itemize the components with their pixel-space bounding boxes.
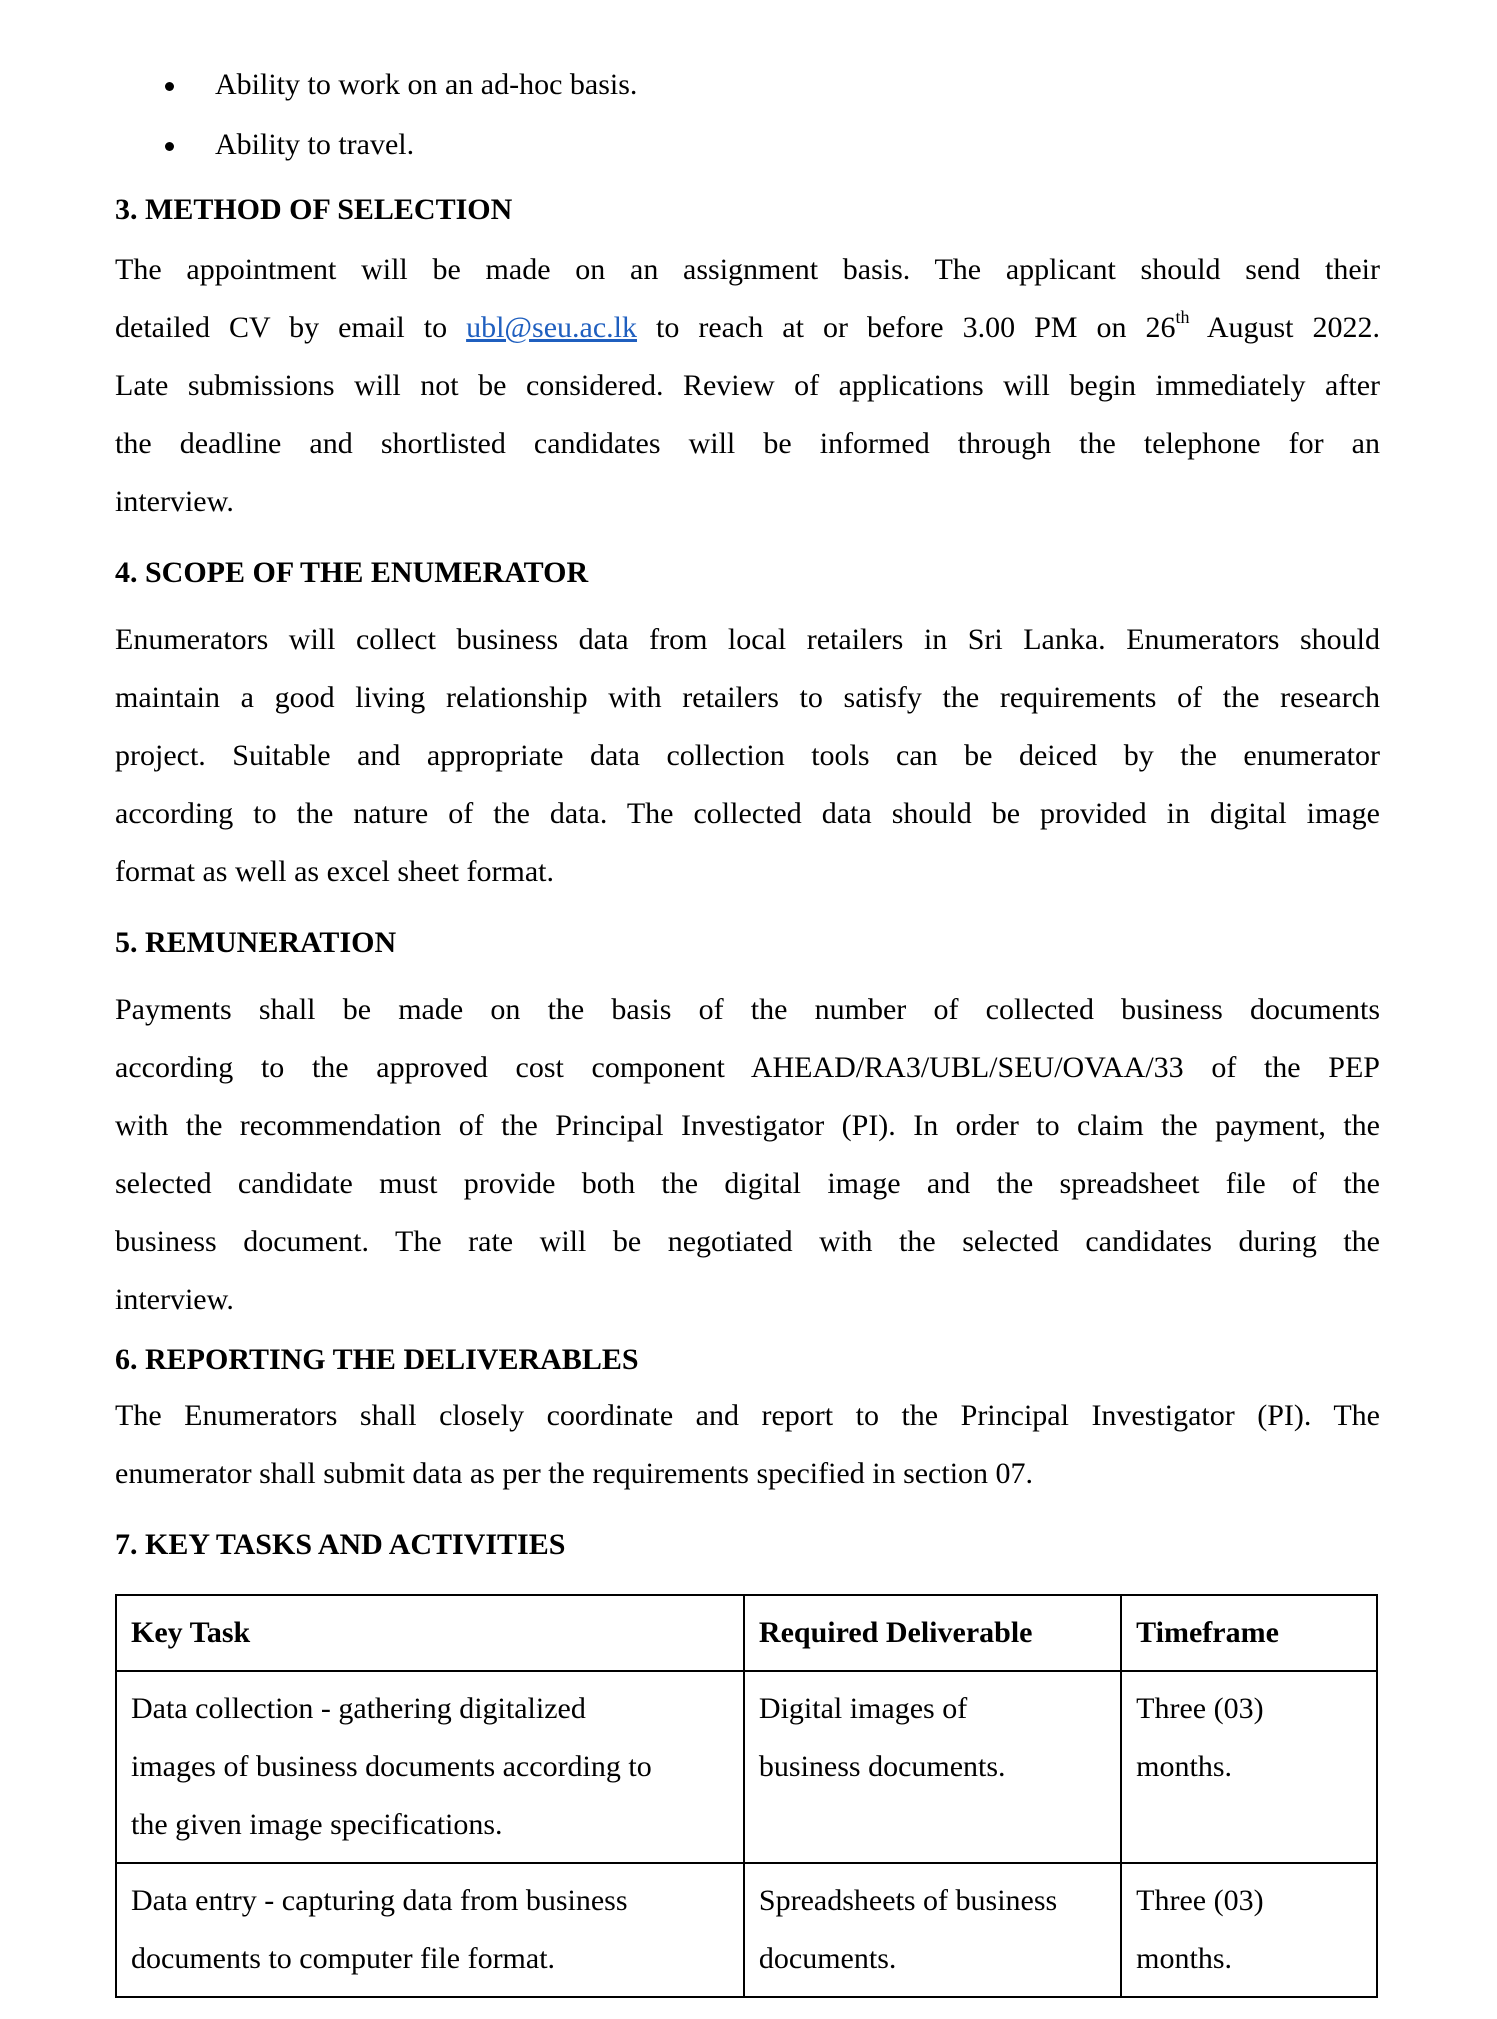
cell-key-task [116, 1671, 744, 1863]
paragraph-line: according to the nature of the data. The collected data should be provided in digital image [115, 797, 1380, 830]
cell-key-task [116, 1863, 744, 1997]
cell-timeframe [1121, 1863, 1377, 1997]
email-link[interactable]: ubl@seu.ac.lk [466, 311, 638, 344]
cell-text: Data collection - gathering digitalized [131, 1692, 586, 1725]
column-header-key-task: Key Task [116, 1595, 744, 1671]
cell-text: months. [1136, 1750, 1233, 1783]
paragraph-line: Late submissions will not be considered. Review of applications will begin immediately after [115, 369, 1380, 402]
bullet-item [115, 115, 1375, 175]
cell-text: Three (03) [1136, 1692, 1264, 1725]
requirements-bullet-list [115, 55, 1375, 175]
cell-text: months. [1136, 1942, 1233, 1975]
section-4-heading: 4. SCOPE OF THE ENUMERATOR [115, 556, 589, 589]
key-tasks-table [115, 1594, 1378, 1998]
section-7-heading: 7. KEY TASKS AND ACTIVITIES [115, 1528, 566, 1561]
paragraph-line: maintain a good living relationship with retailers to satisfy the requirements of the research [115, 681, 1380, 714]
section-6-paragraph [115, 1387, 1380, 1503]
column-header-required-deliverable: Required Deliverable [744, 1595, 1121, 1671]
table-row [116, 1671, 1377, 1863]
paragraph-line: business document. The rate will be negotiated with the selected candidates during the [115, 1225, 1380, 1258]
paragraph-line: interview. [115, 1283, 234, 1316]
cell-text: Spreadsheets of business [758, 1884, 1058, 1917]
paragraph-line: project. Suitable and appropriate data collection tools can be deiced by the enumerator [115, 739, 1380, 772]
cell-timeframe [1121, 1671, 1377, 1863]
paragraph-line: Enumerators will collect business data from local retailers in Sri Lanka. Enumerators should [115, 623, 1380, 656]
bullet-icon [165, 82, 174, 91]
paragraph-line: The appointment will be made on an assignment basis. The applicant should send their [115, 253, 1380, 286]
paragraph-line: the deadline and shortlisted candidates will be informed through the telephone for an [115, 427, 1380, 460]
paragraph-line: format as well as excel sheet format. [115, 855, 554, 888]
cell-text: the given image specifications. [131, 1808, 503, 1841]
cell-text: Digital images of [758, 1692, 968, 1725]
section-3-heading: 3. METHOD OF SELECTION [115, 193, 513, 226]
superscript: th [1175, 307, 1190, 327]
cell-required-deliverable [744, 1863, 1121, 1997]
paragraph-line: with the recommendation of the Principal Investigator (PI). In order to claim the payment, the [115, 1109, 1380, 1142]
paragraph-line [115, 299, 1380, 357]
cell-text: documents to computer file format. [131, 1942, 556, 1975]
paragraph-line: according to the approved cost component AHEAD/RA3/UBL/SEU/OVAA/33 of the PEP [115, 1051, 1380, 1084]
text-run: detailed CV by email to [115, 311, 448, 344]
section-4-paragraph [115, 611, 1380, 901]
table-row [116, 1863, 1377, 1997]
cell-text: business documents. [758, 1750, 1006, 1783]
bullet-text: Ability to work on an ad-hoc basis. [215, 68, 638, 101]
paragraph-line: enumerator shall submit data as per the requirements specified in section 07. [115, 1457, 1034, 1490]
paragraph-line: selected candidate must provide both the digital image and the spreadsheet file of the [115, 1167, 1380, 1200]
section-5-paragraph [115, 981, 1380, 1329]
paragraph-line: Payments shall be made on the basis of the number of collected business documents [115, 993, 1380, 1026]
column-header-timeframe: Timeframe [1121, 1595, 1377, 1671]
section-3-paragraph [115, 241, 1380, 531]
cell-text: Data entry - capturing data from business [131, 1884, 628, 1917]
paragraph-line: interview. [115, 485, 234, 518]
cell-required-deliverable [744, 1671, 1121, 1863]
text-run: to reach at or before 3.00 PM on 26 [656, 311, 1176, 344]
bullet-icon [165, 142, 174, 151]
section-6-heading: 6. REPORTING THE DELIVERABLES [115, 1343, 639, 1376]
section-5-heading: 5. REMUNERATION [115, 926, 397, 959]
text-run: August 2022. [1206, 311, 1381, 344]
bullet-text: Ability to travel. [215, 128, 415, 161]
cell-text: Three (03) [1136, 1884, 1264, 1917]
bullet-item [115, 55, 1375, 115]
paragraph-line: The Enumerators shall closely coordinate and report to the Principal Investigator (PI). The [115, 1399, 1380, 1432]
table-header-row [116, 1595, 1377, 1671]
cell-text: documents. [758, 1942, 897, 1975]
cell-text: images of business documents according to [131, 1750, 652, 1783]
